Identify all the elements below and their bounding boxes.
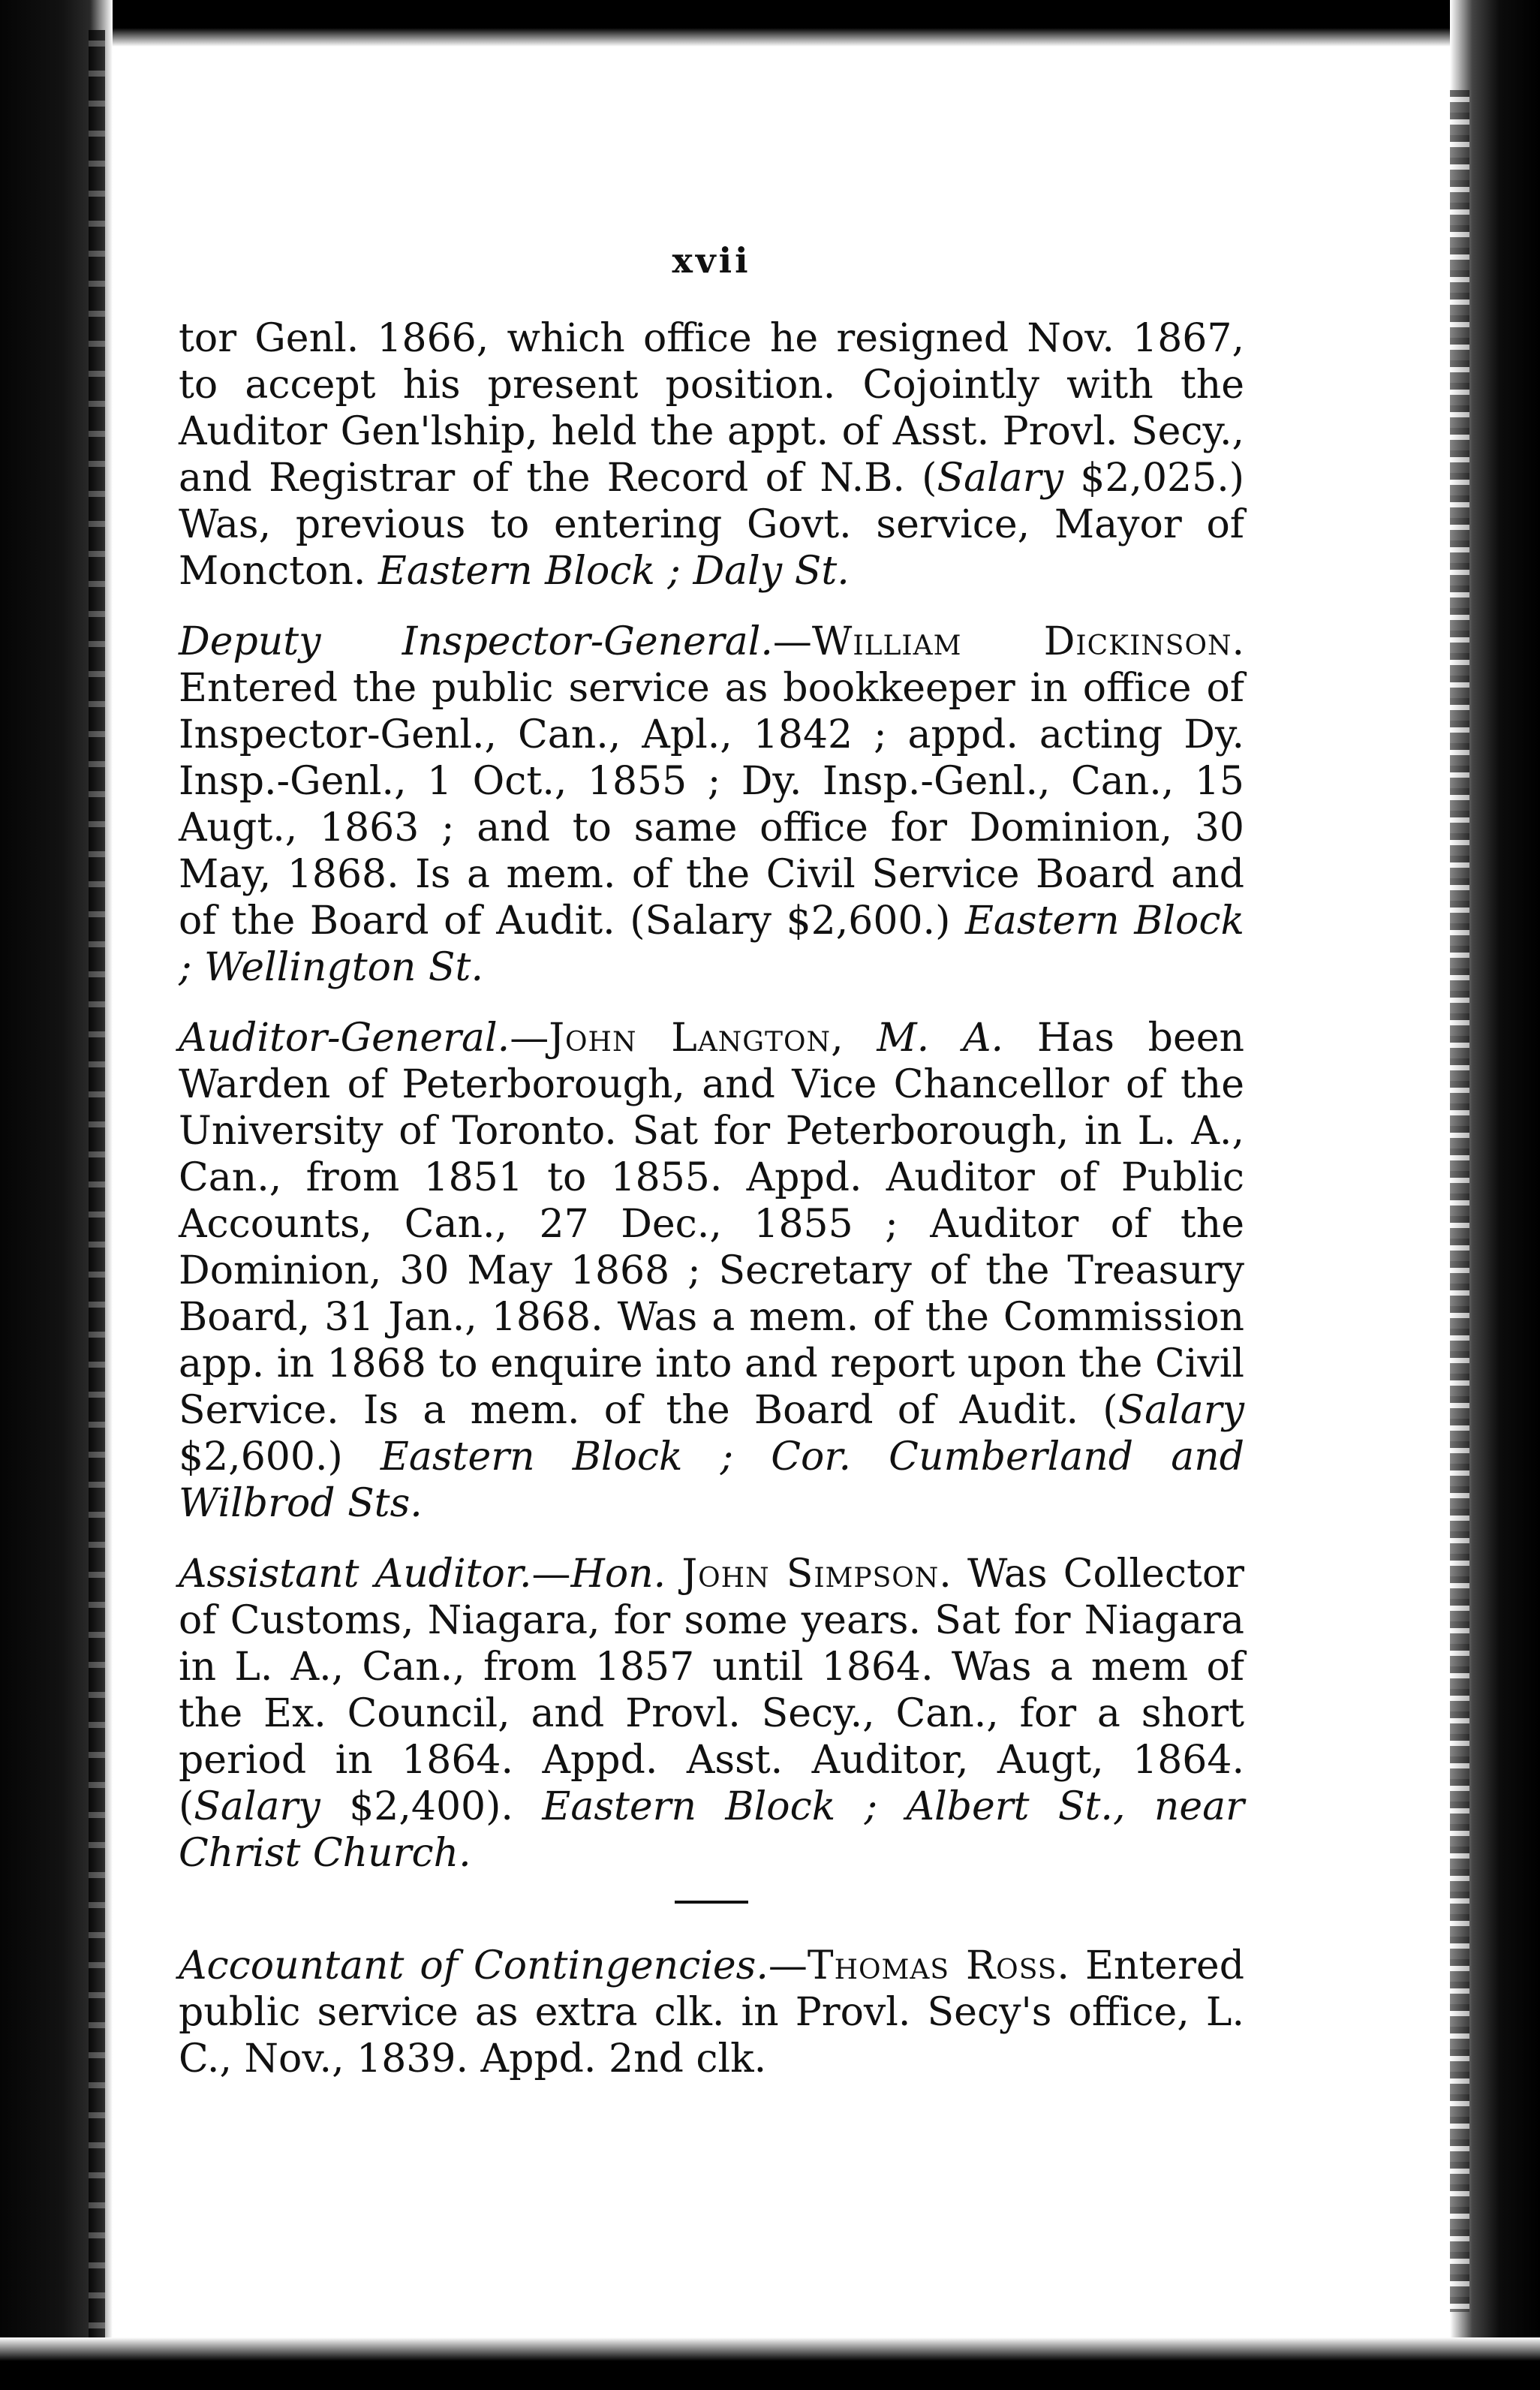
text-segment: — xyxy=(772,619,812,664)
text-segment: $2,400). xyxy=(320,1784,543,1829)
scan-border-bottom xyxy=(0,2337,1540,2390)
text-segment: Deputy Inspector-General. xyxy=(179,619,773,664)
text-segment: . Entered the public service as bookkeeper in office of Inspector-Genl., Can., Apl., 1842 ; appd. acting Dy. Insp.-Genl., 1 Oct., 1855 ; Dy. Insp.-Genl., Can., 15 Augt., 1863 ; and to same office for Dominion, 30 May, 1868. Is a mem. of the Civil Service Board and of the Board of Audit. (Salary $2,600.) xyxy=(179,619,1245,944)
text-segment: . Entered public service as extra clk. in Provl. Secy's office, L. C., Nov., 1839. Appd. 2nd clk. xyxy=(179,1943,1244,2081)
text-segment: — xyxy=(510,1016,549,1061)
paragraph-assistant-auditor xyxy=(179,1551,1244,1877)
text-segment: John Simpson xyxy=(681,1552,940,1597)
text-segment: Eastern Block ; Cor. Cumberland and Wilbrod Sts. xyxy=(179,1434,1245,1526)
text-segment: Assistant Auditor. xyxy=(179,1552,532,1597)
page-number: xvii xyxy=(672,240,751,281)
paragraph-accountant-of-contingencies xyxy=(179,1943,1244,2082)
scan-border-left xyxy=(0,0,113,2390)
text-segment xyxy=(666,1552,681,1597)
text-segment: Salary xyxy=(194,1784,320,1829)
text-segment: Auditor-General. xyxy=(179,1016,510,1061)
text-body xyxy=(179,315,1244,2106)
text-segment: $2,025.) Was, previous to entering Govt. service, Mayor of Moncton. xyxy=(179,456,1245,594)
text-segment: . Was Collector of Customs, Niagara, for some years. Sat for Niagara in L. A., Can., from 1857 until 1864. Was a mem of the Ex. Council, and Provl. Secy., Can., for a short period in 1864. Appd. Asst. Auditor, Augt, 1864. ( xyxy=(179,1552,1244,1829)
scan-border-top xyxy=(0,0,1540,47)
text-segment: John Langton xyxy=(549,1016,832,1061)
text-segment: , xyxy=(831,1016,877,1061)
text-segment: $2,600.) xyxy=(179,1434,380,1479)
text-segment: Thomas Ross xyxy=(807,1943,1057,1988)
text-segment: Eastern Block ; Albert St., near Christ Church. xyxy=(179,1784,1245,1876)
text-segment: M. A. xyxy=(877,1016,1004,1061)
text-segment: Eastern Block ; Wellington St. xyxy=(179,899,1244,990)
text-segment: Eastern Block ; Daly St. xyxy=(377,549,850,594)
text-segment: Has been Warden of Peterborough, and Vice Chancellor of the University of Toronto. Sat for Peterborough, in L. A., Can., from 1851 to 1855. Appd. Auditor of Public Accounts, Can., 27 Dec., 1855 ; Auditor of the Dominion, 30 May 1868 ; Secretary of the Treasury Board, 31 Jan., 1868. Was a mem. of the Commission app. in 1868 to enquire into and report upon the Civil Service. Is a mem. of the Board of Audit. ( xyxy=(179,1016,1244,1433)
text-segment: — xyxy=(768,1943,808,1988)
text-segment: Salary xyxy=(1117,1388,1244,1433)
text-segment: Accountant of Contingencies. xyxy=(179,1943,768,1988)
section-divider xyxy=(675,1901,748,1904)
text-segment: William Dickinson xyxy=(811,619,1232,664)
scan-border-right xyxy=(1450,0,1540,2390)
paragraph-auditor-general xyxy=(179,1015,1244,1527)
paragraph-auditor-general-continued xyxy=(179,315,1244,594)
paragraph-deputy-inspector-general xyxy=(179,619,1244,991)
text-segment: Salary xyxy=(937,456,1063,501)
text-segment: Hon. xyxy=(570,1552,666,1597)
text-segment: tor Genl. 1866, which office he resigned Nov. 1867, to accept his present position. Cojointly with the Auditor Gen'lship, held the appt. of Asst. Provl. Secy., and Registrar of the Record of N.B. ( xyxy=(179,316,1244,501)
text-segment: — xyxy=(531,1552,571,1597)
